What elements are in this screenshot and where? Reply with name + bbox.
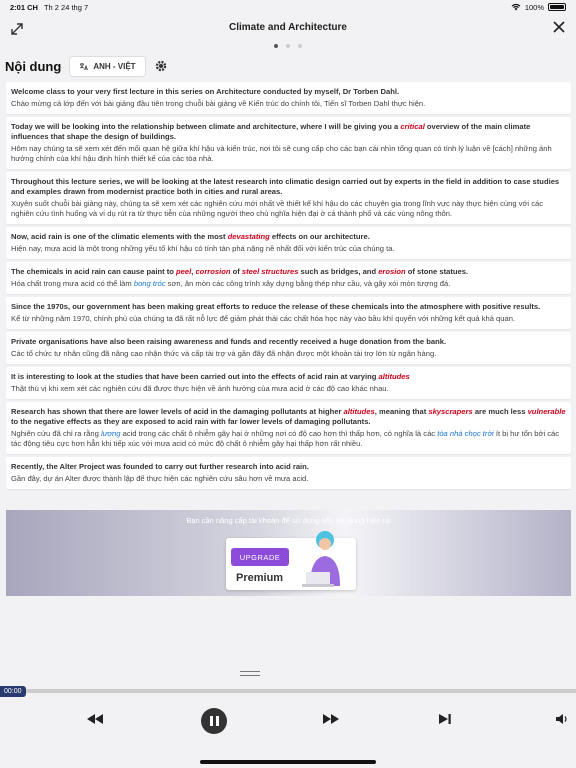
vocab-highlight[interactable]: skyscrapers <box>428 407 473 416</box>
header <box>0 14 576 54</box>
transcript-item[interactable] <box>6 297 571 329</box>
english-sentence: Today we will be looking into the relationship between climate and architecture, where I will be giving you a critical overview of the main climate influences that shape the design of buildings. <box>11 122 531 141</box>
fast-forward-button[interactable] <box>316 704 346 734</box>
wifi-icon <box>511 3 521 11</box>
drag-handle[interactable] <box>240 671 260 676</box>
status-time: 2:01 CH <box>10 2 38 12</box>
english-sentence: The chemicals in acid rain can cause paint to peel, corrosion of steel structures such as bridges, and erosion of stone statues. <box>11 267 469 276</box>
person-laptop-illustration <box>298 528 352 590</box>
language-toggle-button[interactable] <box>69 56 145 77</box>
premium-label: Premium <box>236 572 284 584</box>
vocab-highlight[interactable]: tòa nhà chọc trời <box>437 429 494 438</box>
transcript-item[interactable] <box>6 457 571 489</box>
transcript-item[interactable] <box>6 82 571 114</box>
english-sentence: Since the 1970s, our government has been making great efforts to reduce the release of these chemicals into the atmosphere with positive results. <box>11 302 541 311</box>
status-date: Th 2 24 thg 7 <box>43 2 89 12</box>
vocab-highlight[interactable]: corrosion <box>195 267 231 276</box>
vocab-highlight[interactable]: lượng <box>100 429 121 438</box>
upgrade-button[interactable]: UPGRADE <box>231 548 289 566</box>
vietnamese-sentence: Các tổ chức tư nhân cũng đã nâng cao nhận thức và cấp tài trợ và gần đây đã nhận được một khoản tài trợ lớn từ ngân hàng. <box>11 349 437 358</box>
page-dot[interactable] <box>286 44 290 48</box>
vietnamese-sentence: Thật thú vị khi xem xét các nghiên cứu đã được thực hiện về ảnh hưởng của mưa acid ở các độ cao khác nhau. <box>11 384 389 393</box>
translate-icon <box>79 62 88 71</box>
section-heading: Nội dung <box>5 58 62 74</box>
english-sentence: Welcome class to your very first lecture in this series on Architecture conducted by myself, Dr Torben Dahl. <box>11 87 400 96</box>
page-dot[interactable] <box>274 44 278 48</box>
vocab-highlight[interactable]: erosion <box>378 267 406 276</box>
language-toggle-label: ANH - VIỆT <box>93 61 136 71</box>
transcript-item[interactable] <box>6 172 571 224</box>
premium-card[interactable] <box>226 538 356 590</box>
vocab-highlight[interactable]: altitudes <box>378 372 410 381</box>
page-indicator <box>0 44 576 48</box>
english-sentence: Private organisations have also been raising awareness and funds and recently received a huge donation from the bank. <box>11 337 447 346</box>
vietnamese-sentence: Nghiên cứu đã chỉ ra rằng lượng acid trong các chất ô nhiễm gây hại ở những nơi có độ cao hơn thì thấp hơn, có nghĩa là các tòa nhà chọc trời ít bị hư tổn bởi các tác động tiêu cực hơn hẳn khi tiếp xúc với mưa acid có mức độ chất ô nhiễm gây hại thấp hơn rất nhiều. <box>11 429 560 448</box>
upgrade-banner <box>6 510 571 596</box>
transcript-list <box>6 82 571 492</box>
vocab-highlight[interactable]: steel structures <box>241 267 299 276</box>
volume-icon <box>555 713 571 725</box>
battery-icon <box>548 3 566 11</box>
skip-next-icon <box>438 713 452 725</box>
vietnamese-sentence: Chào mừng cả lớp đến với bài giảng đầu tiên trong chuỗi bài giảng về Kiến trúc do chính tôi, Tiến sĩ Torben Dahl thực hiện. <box>11 99 426 108</box>
status-bar <box>0 0 576 14</box>
vietnamese-sentence: Xuyên suốt chuỗi bài giảng này, chúng ta sẽ xem xét các nghiên cứu mới nhất về thiết kế khí hậu do các chuyên gia trong lĩnh vực này thực hiện cùng với các nghiên cứu tình huống và ví dụ rút ra từ thực tiễn của những người theo chủ nghĩa hiện đại ở cả thành phố và các vùng nông thôn. <box>11 199 544 218</box>
volume-button[interactable] <box>548 704 576 734</box>
upgrade-message: Bạn cần nâng cấp tài khoản để sử dụng tiếp nội dung hiện tại <box>186 516 391 525</box>
content-toolbar <box>5 54 571 78</box>
english-sentence: Recently, the Alter Project was founded to carry out further research into acid rain. <box>11 462 309 471</box>
vietnamese-sentence: Hiện nay, mưa acid là một trong những yếu tố khí hậu có tính tàn phá nặng nề nhất đối với kiến trúc của chúng ta. <box>11 244 395 253</box>
english-sentence: Now, acid rain is one of the climatic elements with the most devastating effects on our architecture. <box>11 232 370 241</box>
transcript-item[interactable] <box>6 227 571 259</box>
vietnamese-sentence: Gần đây, dự án Alter được thành lập để thực hiện các nghiên cứu sâu hơn về mưa acid. <box>11 474 309 483</box>
progress-bar[interactable] <box>0 689 576 693</box>
vietnamese-sentence: Hóa chất trong mưa acid có thể làm bong tróc sơn, ăn mòn các công trình xây dựng bằng thép như cầu, và gây xói mòn tượng đá. <box>11 279 451 288</box>
gear-icon[interactable] <box>154 59 168 73</box>
close-icon[interactable] <box>552 20 566 34</box>
vocab-highlight[interactable]: critical <box>400 122 425 131</box>
page-title: Climate and Architecture <box>229 22 347 33</box>
next-button[interactable] <box>430 704 460 734</box>
transcript-item[interactable] <box>6 117 571 169</box>
english-sentence: It is interesting to look at the studies that have been carried out into the effects of acid rain at varying altitudes <box>11 372 410 381</box>
transcript-item[interactable] <box>6 367 571 399</box>
vocab-highlight[interactable]: vulnerable <box>527 407 566 416</box>
rewind-icon <box>86 713 104 725</box>
fast-forward-icon <box>322 713 340 725</box>
pause-icon <box>216 716 219 726</box>
transcript-item[interactable] <box>6 332 571 364</box>
english-sentence: Throughout this lecture series, we will be looking at the latest research into climatic design carried out by experts in the field in addition to case studies and examples drawn from modernist practice both in cities and rural areas. <box>11 177 560 196</box>
vocab-highlight[interactable]: devastating <box>227 232 270 241</box>
vocab-highlight[interactable]: bong tróc <box>133 279 166 288</box>
home-indicator <box>200 760 376 764</box>
transcript-item[interactable] <box>6 262 571 294</box>
transcript-item[interactable] <box>6 402 571 454</box>
pause-button[interactable] <box>201 708 227 734</box>
page-dot[interactable] <box>298 44 302 48</box>
rewind-button[interactable] <box>80 704 110 734</box>
vietnamese-sentence: Kể từ những năm 1970, chính phủ của chúng ta đã rất nỗ lực để giảm phát thải các chất hóa học này vào bầu khí quyển với những kết quả khả quan. <box>11 314 516 323</box>
vietnamese-sentence: Hôm nay chúng ta sẽ xem xét đến mối quan hệ giữa khí hậu và kiến trúc, nơi tôi sẽ cung cấp cho các bạn cái nhìn tổng quan có tính lý luận về [cách] những ảnh hưởng chính của khí hậu định hình thiết kế của các tòa nhà. <box>11 144 552 163</box>
battery-percent: 100% <box>524 2 544 12</box>
current-time: 00:00 <box>0 686 26 697</box>
player-controls <box>0 704 576 738</box>
pause-icon <box>210 716 213 726</box>
vocab-highlight[interactable]: altitudes <box>343 407 375 416</box>
english-sentence: Research has shown that there are lower levels of acid in the damaging pollutants at higher altitudes, meaning that skyscrapers are much less vulnerable to the negative effects as they are exposed to acid rain with far lower levels of damaging pollutants. <box>11 407 566 426</box>
vocab-highlight[interactable]: peel <box>176 267 192 276</box>
